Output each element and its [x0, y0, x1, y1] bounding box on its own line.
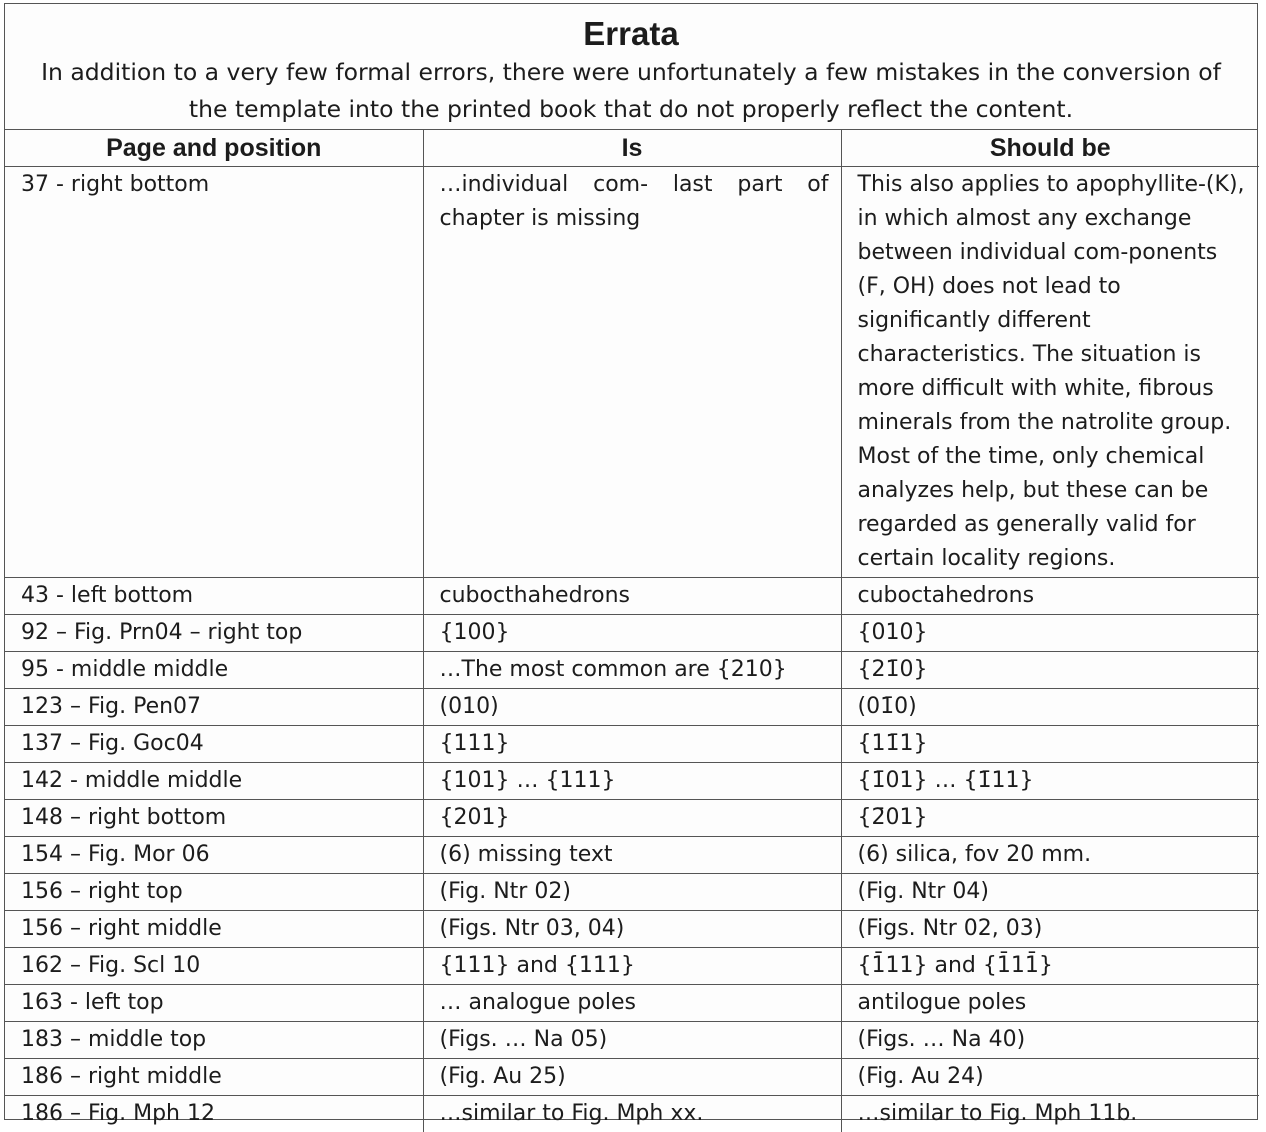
cell-is: {101} … {111} — [423, 763, 841, 800]
table-header-row — [5, 130, 1259, 167]
cell-page: 156 – right middle — [5, 911, 423, 948]
table-row — [5, 800, 1259, 837]
cell-should-be: (6) silica, fov 20 mm. — [841, 837, 1259, 874]
table-row — [5, 726, 1259, 763]
page-title: Errata — [5, 4, 1257, 54]
cell-should-be: (01̄0) — [841, 689, 1259, 726]
cell-page: 92 – Fig. Prn04 – right top — [5, 615, 423, 652]
cell-should-be: cuboctahedrons — [841, 578, 1259, 615]
table-row — [5, 652, 1259, 689]
cell-is: …similar to Fig. Mph xx. — [423, 1096, 841, 1132]
cell-is: {201} — [423, 800, 841, 837]
cell-should-be: {1̄11} and {1̄11̄} — [841, 948, 1259, 985]
table-row — [5, 911, 1259, 948]
errata-sheet — [4, 3, 1258, 1120]
table-row — [5, 874, 1259, 911]
cell-page: 154 – Fig. Mor 06 — [5, 837, 423, 874]
table-row — [5, 615, 1259, 652]
cell-is: (Fig. Ntr 02) — [423, 874, 841, 911]
cell-page: 37 - right bottom — [5, 167, 423, 578]
table-row — [5, 763, 1259, 800]
table-row — [5, 1096, 1259, 1132]
cell-should-be: (Fig. Ntr 04) — [841, 874, 1259, 911]
cell-page: 163 - left top — [5, 985, 423, 1022]
cell-page: 186 – right middle — [5, 1059, 423, 1096]
cell-page: 162 – Fig. Scl 10 — [5, 948, 423, 985]
cell-page: 142 - middle middle — [5, 763, 423, 800]
cell-page: 183 – middle top — [5, 1022, 423, 1059]
cell-is: …individual com- last part of chapter is missing — [423, 167, 841, 578]
cell-page: 95 - middle middle — [5, 652, 423, 689]
table-row — [5, 689, 1259, 726]
cell-should-be: This also applies to apophyllite-(K), in which almost any exchange between individual com-ponents (F, OH) does not lead to significantly different characteristics. The situation is more difficult with white, fibrous minerals from the natrolite group. Most of the time, only chemical analyzes help, but these can be regarded as generally valid for certain locality regions. — [841, 167, 1259, 578]
table-row — [5, 578, 1259, 615]
cell-is: …The most common are {210} — [423, 652, 841, 689]
cell-should-be: {2̄01} — [841, 800, 1259, 837]
intro-text: In addition to a very few formal errors, there were unfortunately a few mistakes in the conversion of the template into the printed book that do not properly reflect the content. — [5, 54, 1257, 128]
cell-should-be: {010} — [841, 615, 1259, 652]
table-row — [5, 1022, 1259, 1059]
cell-is: (Fig. Au 25) — [423, 1059, 841, 1096]
cell-should-be: (Figs. … Na 40) — [841, 1022, 1259, 1059]
table-row — [5, 948, 1259, 985]
cell-is: {100} — [423, 615, 841, 652]
table-row — [5, 985, 1259, 1022]
cell-should-be: {1̄01} … {1̄11} — [841, 763, 1259, 800]
column-header-is: Is — [423, 130, 841, 167]
table-row — [5, 837, 1259, 874]
errata-header — [5, 4, 1257, 130]
cell-is: {111} and {111} — [423, 948, 841, 985]
cell-page: 123 – Fig. Pen07 — [5, 689, 423, 726]
table-row — [5, 167, 1259, 578]
cell-should-be: (Figs. Ntr 02, 03) — [841, 911, 1259, 948]
cell-page: 156 – right top — [5, 874, 423, 911]
cell-is: (6) missing text — [423, 837, 841, 874]
column-header-page: Page and position — [5, 130, 423, 167]
cell-should-be: (Fig. Au 24) — [841, 1059, 1259, 1096]
cell-page: 148 – right bottom — [5, 800, 423, 837]
cell-page: 43 - left bottom — [5, 578, 423, 615]
cell-page: 186 – Fig. Mph 12 — [5, 1096, 423, 1132]
cell-is: (010) — [423, 689, 841, 726]
cell-is: … analogue poles — [423, 985, 841, 1022]
cell-page: 137 – Fig. Goc04 — [5, 726, 423, 763]
cell-is: {111} — [423, 726, 841, 763]
errata-table — [5, 130, 1259, 1132]
cell-should-be: antilogue poles — [841, 985, 1259, 1022]
cell-should-be: {21̄0} — [841, 652, 1259, 689]
cell-is: cubocthahedrons — [423, 578, 841, 615]
column-header-should-be: Should be — [841, 130, 1259, 167]
cell-is: (Figs. … Na 05) — [423, 1022, 841, 1059]
cell-should-be: {11̄1} — [841, 726, 1259, 763]
table-row — [5, 1059, 1259, 1096]
cell-should-be: …similar to Fig. Mph 11b. — [841, 1096, 1259, 1132]
cell-is: (Figs. Ntr 03, 04) — [423, 911, 841, 948]
